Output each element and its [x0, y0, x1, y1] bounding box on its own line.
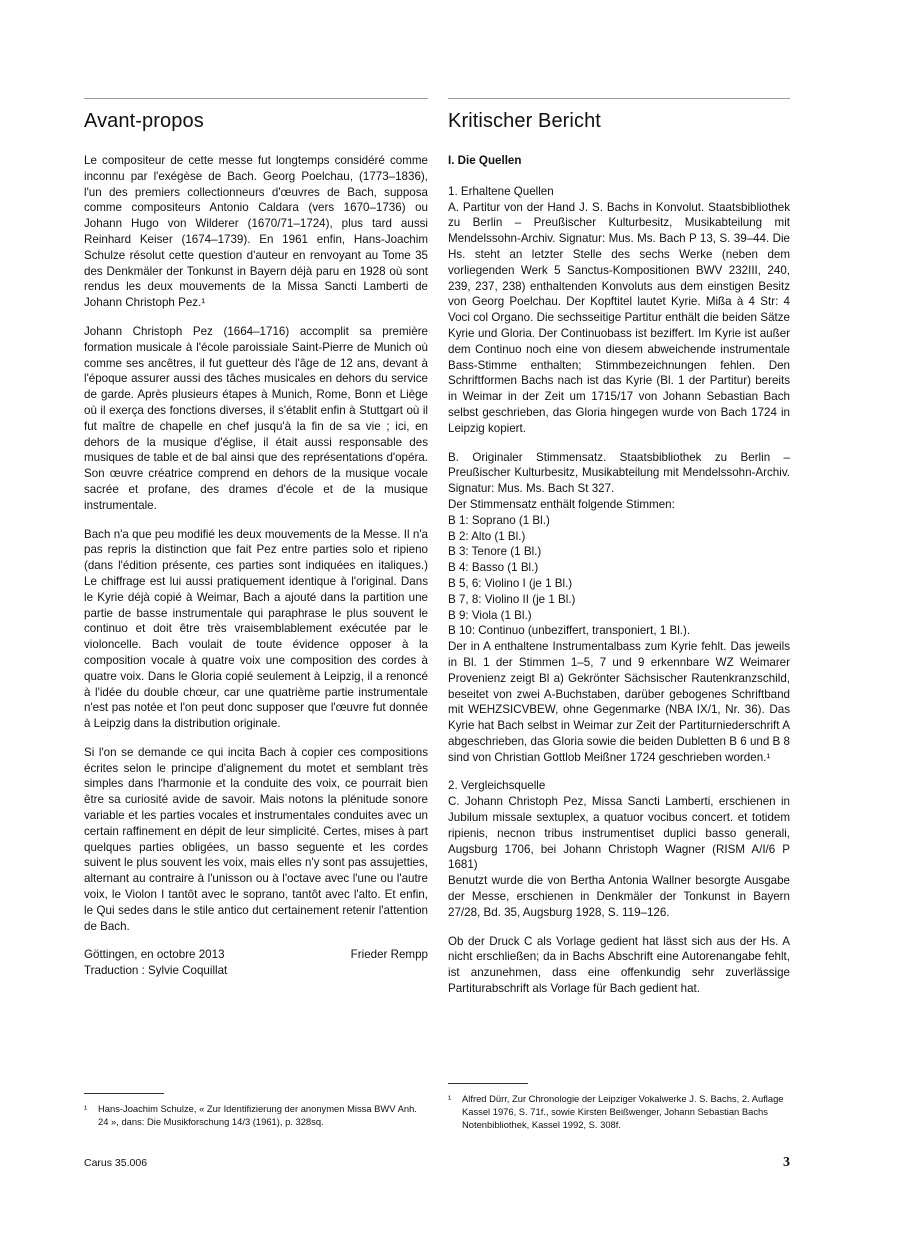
critical-report-column: [448, 98, 790, 1010]
parts-intro: Der Stimmensatz enthält folgende Stimmen:: [448, 497, 675, 511]
signature-line: [84, 947, 428, 963]
footnote-rule: [84, 1093, 164, 1094]
closing-paragraph: Ob der Druck C als Vorlage gedient hat lässt sich aus der Hs. A nicht erschließen; da in Bachs Abschrift eine Autorenangabe fehlt, ist anzunehmen, dass eine offenkundig sehr zuverlässige Partiturabschrift als Vorlage für Bach gedient hat.: [448, 934, 790, 996]
foreword-paragraph-3: Bach n'a que peu modifié les deux mouvements de la Messe. Il n'a pas repris la distinction que fait Pez entre parties solo et ripieno (dans l'édition présente, ces parties sont indiquées en italiques.) Le chiffrage est lui aussi pratiquement identique à l'original. Dans le Kyrie déjà copié à Weimar, Bach a ajouté dans la partition une partie de basse instrumentale qui paraphrase le plus souvent le continuo et doit être très vraisemblablement exécutée par le violoncelle. Bach voulait de toute évidence opposer à la composition vocale à quatre voix une composition des cordes à quatre voix. Dans le Gloria copié seulement à Leipzig, il a renoncé à l'idée du double chœur, car une quatrième partie instrumentale n'est pas notée et l'on peut donc supposer que l'œuvre fut donnée à Leipzig dans la distribution originale.: [84, 527, 428, 731]
footnote-number: ¹: [448, 1093, 452, 1104]
column-rule: [84, 98, 428, 99]
footnote-text: Alfred Dürr, Zur Chronologie der Leipziger Vokalwerke J. S. Bachs, 2. Auflage Kassel 1976, S. 71f., sowie Kirsten Beißwenger, Johann Sebastian Bachs Notenbibliothek, Kassel 1992, S. 308f.: [462, 1093, 784, 1130]
list-item: B 9: Viola (1 Bl.): [448, 608, 532, 622]
footnote-rule: [448, 1083, 528, 1084]
foreword-column: [84, 98, 428, 979]
list-item: B 2: Alto (1 Bl.): [448, 529, 526, 543]
footnote-text: Hans-Joachim Schulze, « Zur Identifizierung der anonymen Missa BWV Anh. 24 », dans: Die Musikforschung 14/3 (1961), p. 328sq.: [98, 1103, 417, 1127]
footnote: [84, 1102, 428, 1128]
list-item: B 10: Continuo (unbeziffert, transponiert, 1 Bl.).: [448, 624, 691, 638]
footnote-right: [448, 1083, 790, 1131]
source-b-description: B. Originaler Stimmensatz. Staatsbibliothek zu Berlin – Preußischer Kulturbesitz, Musikabteilung mit Mendelssohn-Archiv. Signatur: Mus. Ms. Bach St 327.: [448, 450, 790, 496]
list-item: B 1: Soprano (1 Bl.): [448, 513, 550, 527]
foreword-paragraph-2: Johann Christoph Pez (1664–1716) accomplit sa première formation musicale à l'école paroissiale Saint-Pierre de Munich où comme ses ancêtres, il fut guetteur dès l'âge de 12 ans, devant à l'époque assurer aussi des tâches musicales en dehors du service de garde. Après plusieurs étapes à Munich, Rome, Bonn et Liège où il exerça des fonctions diverses, il s'établit enfin à Stuttgart où il fut maître de chapelle en chef jusqu'à la fin de sa vie ; ici, en dehors de la musique d'église, il était aussi responsable des musiques de table et de bal ainsi que des représentations d'opéra. Son œuvre créatrice comprend en dehors de la musique vocale sacrée et profane, des drames d'école et de la musique instrumentale.: [84, 324, 428, 512]
list-item: B 5, 6: Violino I (je 1 Bl.): [448, 576, 573, 590]
source-a-description: A. Partitur von der Hand J. S. Bachs in Konvolut. Staatsbibliothek zu Berlin – Preußischer Kulturbesitz, Musikabteilung mit Mendelssohn-Archiv. Signatur: Mus. Ms. Bach P 13, S. 39–44. Die Hs. steht an letzter Stelle des sechs Werke (neben dem vorliegenden Werk 5 Sanctus-Kompositionen BWV 232III, 240, 239, 237, 238) enthaltenden Konvoluts aus dem einstigen Besitz von Georg Poelchau. Der Kopftitel lautet Kyrie. Mißa à 4 Str: 4 Voci col Organo. Die sechsseitige Partitur enthält die beiden Sätze Kyrie und Gloria. Der Continuobass ist beziffert. Im Kyrie ist außer dem Continuo noch eine von diesem abweichende instrumentale Bass-Stimme enthalten; Stimmbezeichnungen fehlen. Den Schriftformen Bachs nach ist das Kyrie (Bl. 1 der Partitur) bereits in Weimar in der Zeit um 1715/17 von Johann Sebastian Bach selbst geschrieben, das Gloria hingegen wurde von Bach 1724 in Leipzig kopiert.: [448, 200, 790, 435]
foreword-paragraph-1: Le compositeur de cette messe fut longtemps considéré comme inconnu par l'exégèse de Bach. Georg Poelchau, (1773–1836), l'un des premiers collectionneurs d'œuvres de Bach, supposa comme compositeurs Antonio Caldara (vers 1670–1736) ou Johann Hugo von Wilderer (1670/71–1724), plus tard aussi Reinhard Keiser (1674–1739). En 1961 enfin, Hans-Joachim Schulze résolut cette question d'auteur en renvoyant au Tome 35 des Denkmäler der Tonkunst in Bayern déjà paru en 1928 où sont rendus les deux mouvements de la Missa Sancti Lamberti de Johann Christoph Pez.¹: [84, 154, 428, 310]
page-number: 3: [783, 1155, 790, 1170]
foreword-title: Avant-propos: [84, 110, 204, 132]
source-c-description: C. Johann Christoph Pez, Missa Sancti Lamberti, erschienen in Jubilum missale sextuplex, a quatuor vocibus concert. et totidem ripienis, necnon tribus instrumentiset duplici basso generali, Augsburg 1706, bei Johann Christoph Wagner (RISM A/I/6 P 1681): [448, 795, 790, 872]
place-date: Göttingen, en octobre 2013: [84, 948, 225, 962]
catalog-number: Carus 35.006: [84, 1157, 148, 1169]
source-c-edition: Benutzt wurde die von Bertha Antonia Wallner besorgte Ausgabe der Messe, erschienen in Denkmäler der Tonkunst in Bayern 27/28, Bd. 35, Augsburg 1928, S. 119–126.: [448, 874, 790, 919]
parts-list: [448, 513, 790, 639]
foreword-paragraph-4: Si l'on se demande ce qui incita Bach à copier ces compositions écrites selon le principe d'alignement du motet et semblant très simples dans l'harmonie et la conduite des voix, ce pourrait bien être sa curiosité avide de savoir. Mais notons la plénitude sonore variable et les parties vocales et instrumentales conduites avec un certain raffinement en dépit de leur simplicité. Certes, mises à part quelques parties obligées, un basso seguente et les cordes suivent le plus souvent les voix, mais elles n'y sont pas assujetties, alternant au contraire à l'unisson ou à l'octave avec l'une ou l'autre voix, le Violon I tantôt avec le soprano, tantôt avec l'alto. Et enfin, le Qui sedes dans le stile antico dut certainement retenir l'attention de Bach.: [84, 745, 428, 933]
footnote: [448, 1092, 790, 1131]
list-item: B 7, 8: Violino II (je 1 Bl.): [448, 592, 576, 606]
footnote-left: [84, 1093, 428, 1128]
list-item: B 4: Basso (1 Bl.): [448, 561, 539, 575]
critical-report-title: Kritischer Bericht: [448, 110, 601, 132]
subsection-heading-comparison: 2. Vergleichsquelle: [448, 779, 546, 793]
footnote-number: ¹: [84, 1103, 88, 1114]
column-rule: [448, 98, 790, 99]
author-name: Frieder Rempp: [350, 948, 428, 962]
page-footer: [84, 1155, 790, 1171]
section-heading: I. Die Quellen: [448, 154, 522, 167]
list-item: B 3: Tenore (1 Bl.): [448, 545, 542, 559]
source-b-notes: Der in A enthaltene Instrumentalbass zum Kyrie fehlt. Das jeweils in Bl. 1 der Stimmen 1–5, 7 und 9 erkennbare WZ Weimarer Provenienz zeigt Bl a) Gekrönter Sächsischer Rautenkranzschild, beseitet von zwei A-Buchstaben, darüber gebogenes Schriftband mit WEHZSICVBEW, ohne Gegenmarke (NBA IX/1, Nr. 36). Das Kyrie hat Bach selbst in Weimar zur Zeit der Partiturniederschrift A abgeschrieben, das Gloria sowie die beiden Dubletten B 6 und B 8 sind von Christian Gottlob Meißner 1724 geschrieben worden.¹: [448, 640, 790, 764]
translation-line: [84, 963, 428, 979]
subsection-heading-sources: 1. Erhaltene Quellen: [448, 184, 554, 198]
translation-credit: Traduction : Sylvie Coquillat: [84, 964, 228, 978]
